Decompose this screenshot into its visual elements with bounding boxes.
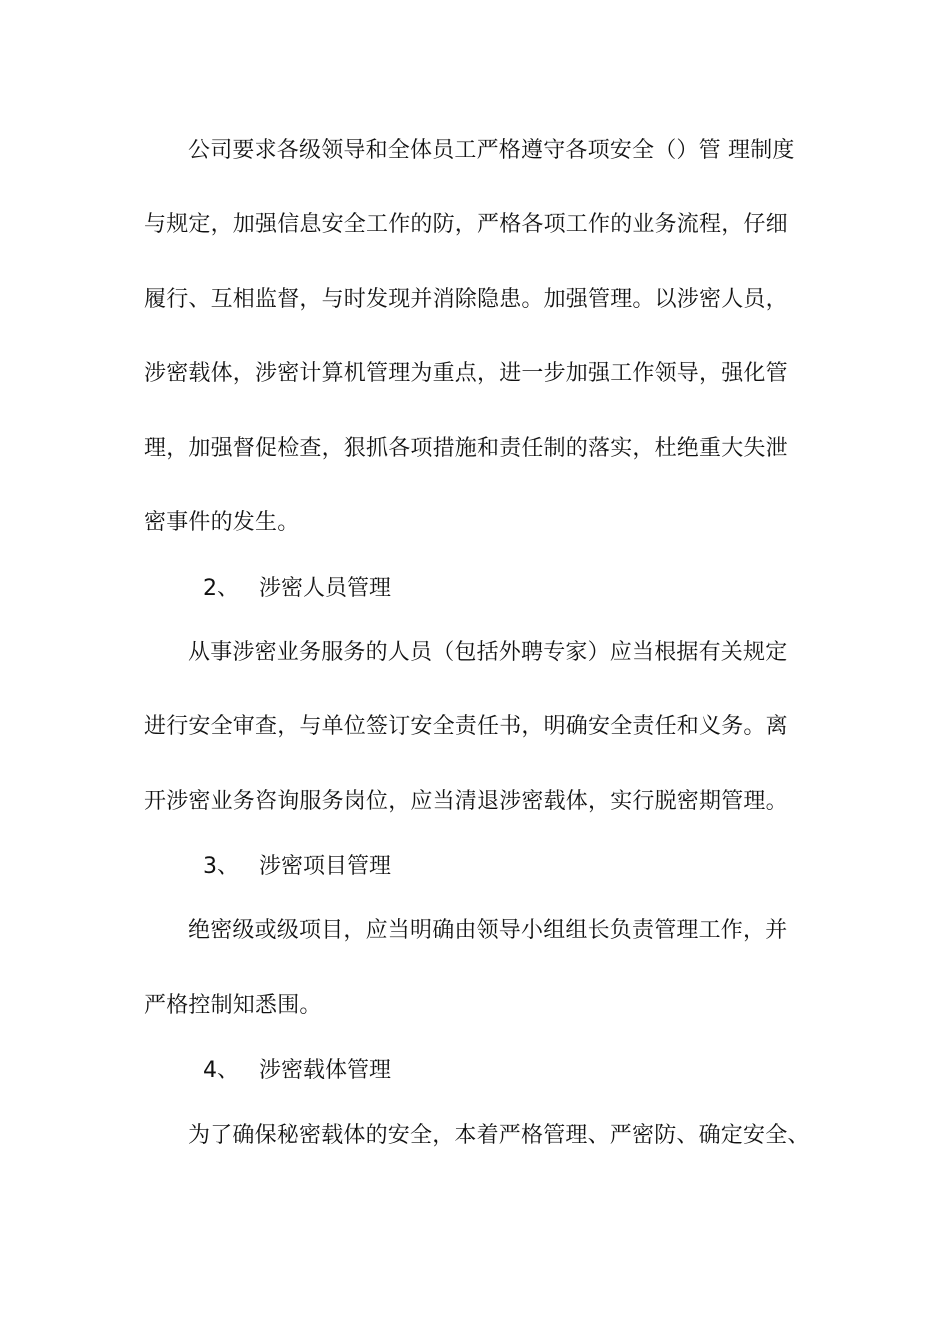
paragraph-line: 绝密级或级项目，应当明确由领导小组组长负责管理工作，并: [188, 918, 788, 943]
paragraph-line: 涉密载体，涉密计算机管理为重点，进一步加强工作领导，强化管: [144, 361, 788, 386]
paragraph-line: 严格控制知悉围。: [144, 993, 322, 1018]
section-number: 2、: [203, 576, 239, 601]
paragraph-line: 公司要求各级领导和全体员工严格遵守各项安全（）管 理制度: [188, 138, 795, 163]
section-title: 涉密载体管理: [259, 1058, 392, 1083]
paragraph-line: 理，加强督促检查，狠抓各项措施和责任制的落实，杜绝重大失泄: [144, 436, 788, 461]
paragraph-line: 为了确保秘密载体的安全，本着严格管理、严密防、确定安全、: [188, 1123, 810, 1148]
paragraph-line: 与规定，加强信息安全工作的防，严格各项工作的业务流程，仔细: [144, 212, 788, 237]
section-title: 涉密人员管理: [259, 576, 392, 601]
paragraph-line: 开涉密业务咨询服务岗位，应当清退涉密载体，实行脱密期管理。: [144, 789, 788, 814]
paragraph-line: 履行、互相监督，与时发现并消除隐患。加强管理。以涉密人员，: [144, 287, 788, 312]
section-title: 涉密项目管理: [259, 854, 392, 879]
section-number: 4、: [203, 1058, 239, 1083]
paragraph-line: 从事涉密业务服务的人员（包括外聘专家）应当根据有关规定: [188, 640, 788, 665]
paragraph-line: 密事件的发生。: [144, 510, 300, 535]
paragraph-line: 进行安全审查，与单位签订安全责任书，明确安全责任和义务。离: [144, 714, 788, 739]
section-number: 3、: [203, 854, 239, 879]
